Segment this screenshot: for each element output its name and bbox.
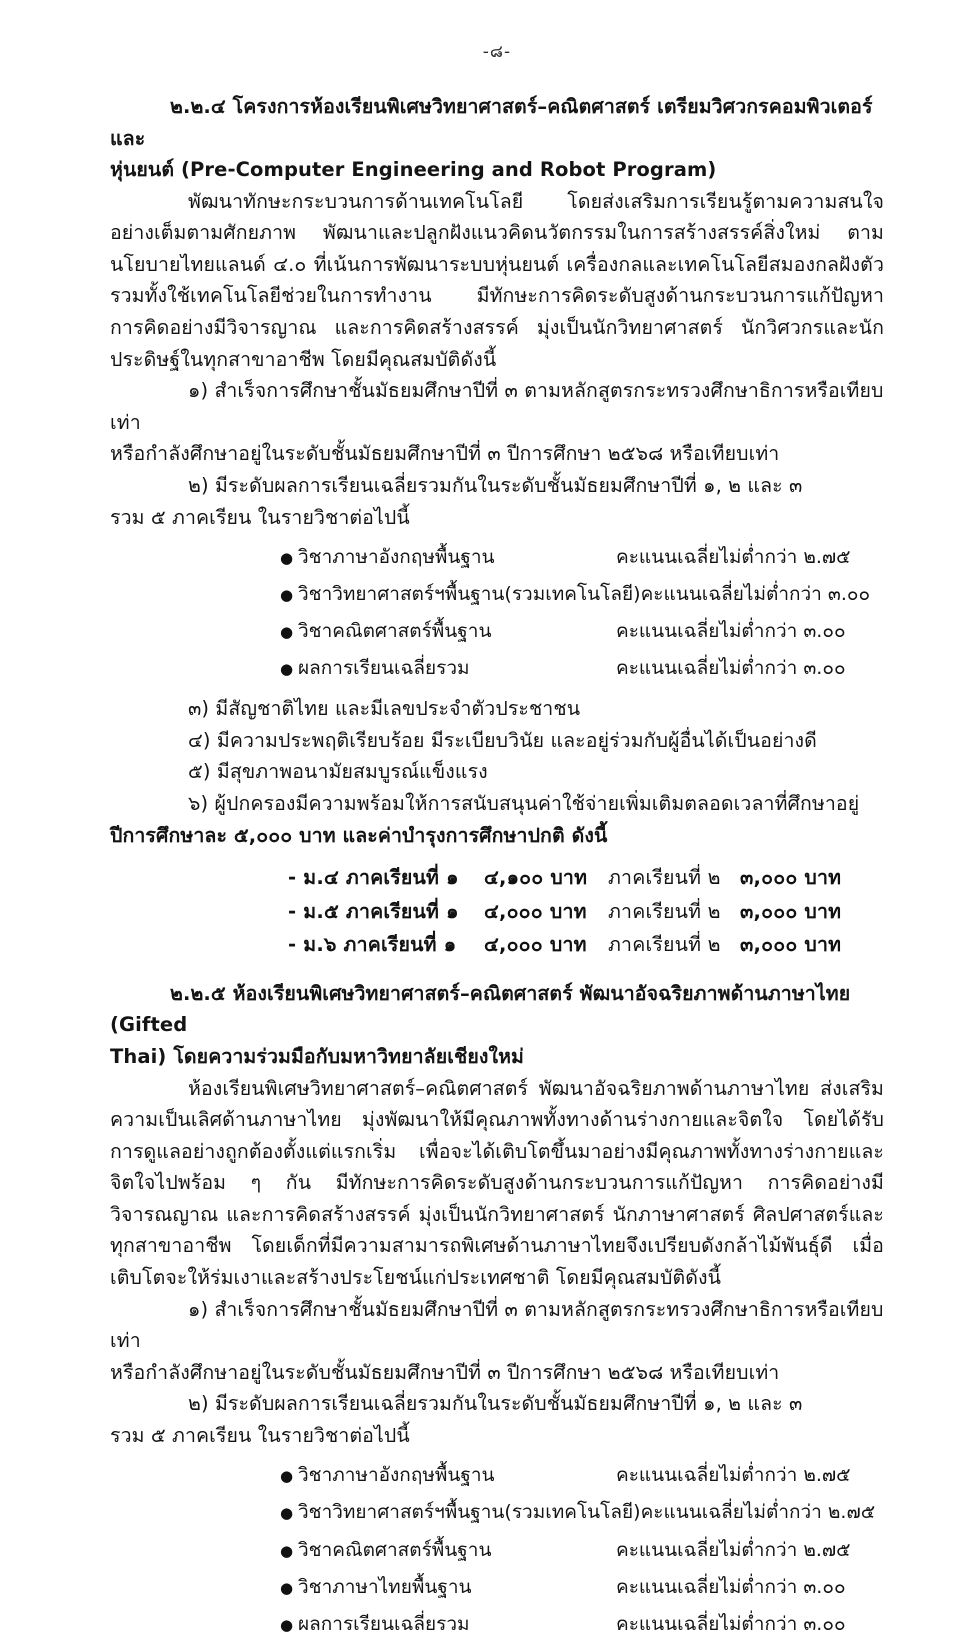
- section-2-2-4-heading-line-1: ๒.๒.๔ โครงการห้องเรียนพิเศษวิทยาศาสตร์–คณิตศาสตร์ เตรียมวิศวกรคอมพิวเตอร์และ: [110, 95, 873, 150]
- subject-score: คะแนนเฉลี่ยไม่ต่ำกว่า ๒.๗๕: [616, 1538, 851, 1561]
- section-2-2-4-qualification-4: ๔) มีความประพฤติเรียบร้อย มีระเบียบวินัย และอยู่ร่วมกับผู้อื่นได้เป็นอย่างดี: [188, 728, 817, 752]
- section-2-2-4-qualification-1-line-1: ๑) สำเร็จการศึกษาชั้นมัธยมศึกษาปีที่ ๓ ตามหลักสูตรกระทรวงศึกษาธิการหรือเทียบเท่า: [110, 379, 884, 434]
- list-item: [280, 613, 884, 650]
- subject-score: คะแนนเฉลี่ยไม่ต่ำกว่า ๓.๐๐: [616, 1575, 846, 1598]
- section-2-2-5-heading-line-2: Thai) โดยความร่วมมือกับมหาวิทยาลัยเชียงใหม่: [110, 1044, 525, 1068]
- fee-term2-amount: ๓,๐๐๐ บาท: [740, 933, 842, 957]
- list-item: [280, 1532, 884, 1569]
- section-2-2-4-heading-line-2: หุ่นยนต์ (Pre-Computer Engineering and Robot Program): [110, 158, 717, 182]
- subject-score: คะแนนเฉลี่ยไม่ต่ำกว่า ๒.๗๕: [616, 546, 851, 569]
- table-row: [288, 895, 884, 929]
- section-2-2-5-intro-paragraph: ห้องเรียนพิเศษวิทยาศาสตร์–คณิตศาสตร์ พัฒนาอัจฉริยภาพด้านภาษาไทย ส่งเสริมความเป็นเลิศด้านภาษาไทย มุ่งพัฒนาให้มีคุณภาพทั้งทางด้านร่างกายและจิตใจ โดยได้รับการดูแลอย่างถูกต้องตั้งแต่แรกเริ่ม เพื่อจะได้เติบโตขึ้นมาอย่างมีคุณภาพทั้งทางร่างกายและจิตใจไปพร้อม ๆ กัน มีทักษะการคิดระดับสูงด้านกระบวนการแก้ปัญหา การคิดอย่างมีวิจารณญาณ และการคิดสร้างสรรค์ มุ่งเป็นนักวิทยาศาสตร์ นักภาษาศาสตร์ ศิลปศาสตร์และทุกสาขาอาชีพ โดยเด็กที่มีความสามารถพิเศษด้านภาษาไทยจึงเปรียบดังกล้าไม้พันธุ์ดี เมื่อเติบโตจะให้ร่มเงาและสร้างประโยชน์แก่ประเทศชาติ โดยมีคุณสมบัติดังนี้: [110, 1076, 884, 1289]
- page-number: -๘-: [482, 42, 512, 62]
- bullet-icon: ●: [280, 1504, 294, 1523]
- bullet-icon: ●: [280, 1578, 294, 1597]
- subject-score: คะแนนเฉลี่ยไม่ต่ำกว่า ๒.๗๕: [640, 1501, 876, 1524]
- list-item: [280, 1569, 884, 1606]
- section-2-2-5-qualification-1-line-2: หรือกำลังศึกษาอยู่ในระดับชั้นมัธยมศึกษาปีที่ ๓ ปีการศึกษา ๒๕๖๘ หรือเทียบเท่า: [110, 1360, 780, 1384]
- section-2-2-5: [110, 978, 884, 1643]
- subject-name: วิชาวิทยาศาสตร์ฯพื้นฐาน(รวมเทคโนโลยี): [298, 1501, 641, 1524]
- section-2-2-4-qualification-2-line-1: ๒) มีระดับผลการเรียนเฉลี่ยรวมกันในระดับชั้นมัธยมศึกษาปีที่ ๑, ๒ และ ๓: [188, 473, 803, 497]
- subject-score: คะแนนเฉลี่ยไม่ต่ำกว่า ๓.๐๐: [616, 620, 846, 643]
- table-row: [288, 861, 884, 895]
- section-2-2-5-qualification-1-line-1: ๑) สำเร็จการศึกษาชั้นมัธยมศึกษาปีที่ ๓ ตามหลักสูตรกระทรวงศึกษาธิการหรือเทียบเท่า: [110, 1297, 884, 1353]
- section-2-2-5-heading-line-1: ๒.๒.๕ ห้องเรียนพิเศษวิทยาศาสตร์–คณิตศาสตร์ พัฒนาอัจฉริยภาพด้านภาษาไทย (Gifted: [110, 981, 851, 1037]
- bullet-icon: ●: [280, 623, 294, 642]
- subject-score: คะแนนเฉลี่ยไม่ต่ำกว่า ๒.๗๕: [616, 1464, 851, 1487]
- bullet-icon: ●: [280, 660, 294, 679]
- section-2-2-5-qualification-2-line-2: รวม ๕ ภาคเรียน ในรายวิชาต่อไปนี้: [110, 1423, 410, 1447]
- section-2-2-4-qualification-6-line-1: ๖) ผู้ปกครองมีความพร้อมให้การสนับสนุนค่าใช้จ่ายเพิ่มเติมตลอดเวลาที่ศึกษาอยู่: [188, 792, 860, 816]
- subject-name: วิชาคณิตศาสตร์พื้นฐาน: [298, 620, 492, 643]
- list-item: [280, 650, 884, 687]
- section-2-2-4-qualification-2-line-2: รวม ๕ ภาคเรียน ในรายวิชาต่อไปนี้: [110, 505, 410, 529]
- fee-level: - ม.๕ ภาคเรียนที่ ๑: [288, 899, 459, 923]
- fee-term2-label: ภาคเรียนที่ ๒: [608, 866, 721, 890]
- fee-level: - ม.๖ ภาคเรียนที่ ๑: [288, 933, 457, 957]
- section-2-2-4: [110, 91, 884, 962]
- subject-name: วิชาภาษาอังกฤษพื้นฐาน: [298, 546, 495, 569]
- fee-term1-amount: ๔,๐๐๐ บาท: [484, 899, 587, 923]
- section-2-2-4-qualification-6-line-2: ปีการศึกษาละ ๕,๐๐๐ บาท และค่าบำรุงการศึกษาปกติ ดังนี้: [110, 823, 608, 847]
- section-2-2-5-subject-list: [110, 1457, 884, 1642]
- fee-term2-amount: ๓,๐๐๐ บาท: [740, 866, 842, 890]
- subject-score: คะแนนเฉลี่ยไม่ต่ำกว่า ๓.๐๐: [616, 1612, 846, 1635]
- section-2-2-4-qualification-3: ๓) มีสัญชาติไทย และมีเลขประจำตัวประชาชน: [188, 697, 581, 721]
- section-2-2-4-intro-paragraph: พัฒนาทักษะกระบวนการด้านเทคโนโลยี โดยส่งเสริมการเรียนรู้ตามความสนใจอย่างเต็มตามศักยภาพ พัฒนาและปลูกฝังแนวคิดนวัตกรรมในการสร้างสรรค์สิ่งใหม่ ตามนโยบายไทยแลนด์ ๔.๐ ที่เน้นการพัฒนาระบบหุ่นยนต์ เครื่องกลและเทคโนโลยีสมองกลฝังตัว รวมทั้งใช้เทคโนโลยีช่วยในการทำงาน มีทักษะการคิดระดับสูงด้านกระบวนการแก้ปัญหา การคิดอย่างมีวิจารญาณ และการคิดสร้างสรรค์ มุ่งเป็นนักวิทยาศาสตร์ นักวิศวกรและนักประดิษฐ์ในทุกสาขาอาชีพ โดยมีคุณสมบัติดังนี้: [110, 189, 884, 371]
- bullet-icon: ●: [280, 1615, 294, 1634]
- fee-level: - ม.๔ ภาคเรียนที่ ๑: [288, 866, 459, 890]
- subject-name: วิชาภาษาไทยพื้นฐาน: [298, 1575, 472, 1598]
- section-2-2-4-subject-list: [110, 539, 884, 687]
- list-item: [280, 539, 884, 576]
- fee-term1-amount: ๔,๑๐๐ บาท: [484, 866, 588, 890]
- table-row: [288, 928, 884, 962]
- subject-score: คะแนนเฉลี่ยไม่ต่ำกว่า ๓.๐๐: [640, 583, 871, 606]
- subject-name: วิชาภาษาอังกฤษพื้นฐาน: [298, 1464, 495, 1487]
- bullet-icon: ●: [280, 1541, 294, 1560]
- fee-term2-label: ภาคเรียนที่ ๒: [608, 933, 721, 957]
- fee-term2-label: ภาคเรียนที่ ๒: [608, 899, 721, 923]
- list-item: [280, 1606, 884, 1643]
- fee-term1-amount: ๔,๐๐๐ บาท: [484, 933, 587, 957]
- bullet-icon: ●: [280, 586, 294, 605]
- section-2-2-4-qualification-1-line-2: หรือกำลังศึกษาอยู่ในระดับชั้นมัธยมศึกษาปีที่ ๓ ปีการศึกษา ๒๕๖๘ หรือเทียบเท่า: [110, 442, 780, 466]
- list-item: [280, 576, 884, 613]
- list-item: [280, 1457, 884, 1494]
- subject-name: วิชาคณิตศาสตร์พื้นฐาน: [298, 1538, 492, 1561]
- subject-name: วิชาวิทยาศาสตร์ฯพื้นฐาน(รวมเทคโนโลยี): [298, 583, 641, 606]
- subject-score: คะแนนเฉลี่ยไม่ต่ำกว่า ๓.๐๐: [616, 657, 846, 680]
- subject-name: ผลการเรียนเฉลี่ยรวม: [298, 657, 470, 680]
- section-2-2-4-qualification-5: ๕) มีสุขภาพอนามัยสมบูรณ์แข็งแรง: [188, 760, 488, 784]
- fee-term2-amount: ๓,๐๐๐ บาท: [740, 899, 842, 923]
- bullet-icon: ●: [280, 1467, 294, 1486]
- bullet-icon: ●: [280, 549, 294, 568]
- fee-table: [110, 861, 884, 962]
- subject-name: ผลการเรียนเฉลี่ยรวม: [298, 1612, 470, 1635]
- list-item: [280, 1494, 884, 1531]
- section-2-2-5-qualification-2-line-1: ๒) มีระดับผลการเรียนเฉลี่ยรวมกันในระดับชั้นมัธยมศึกษาปีที่ ๑, ๒ และ ๓: [188, 1392, 803, 1416]
